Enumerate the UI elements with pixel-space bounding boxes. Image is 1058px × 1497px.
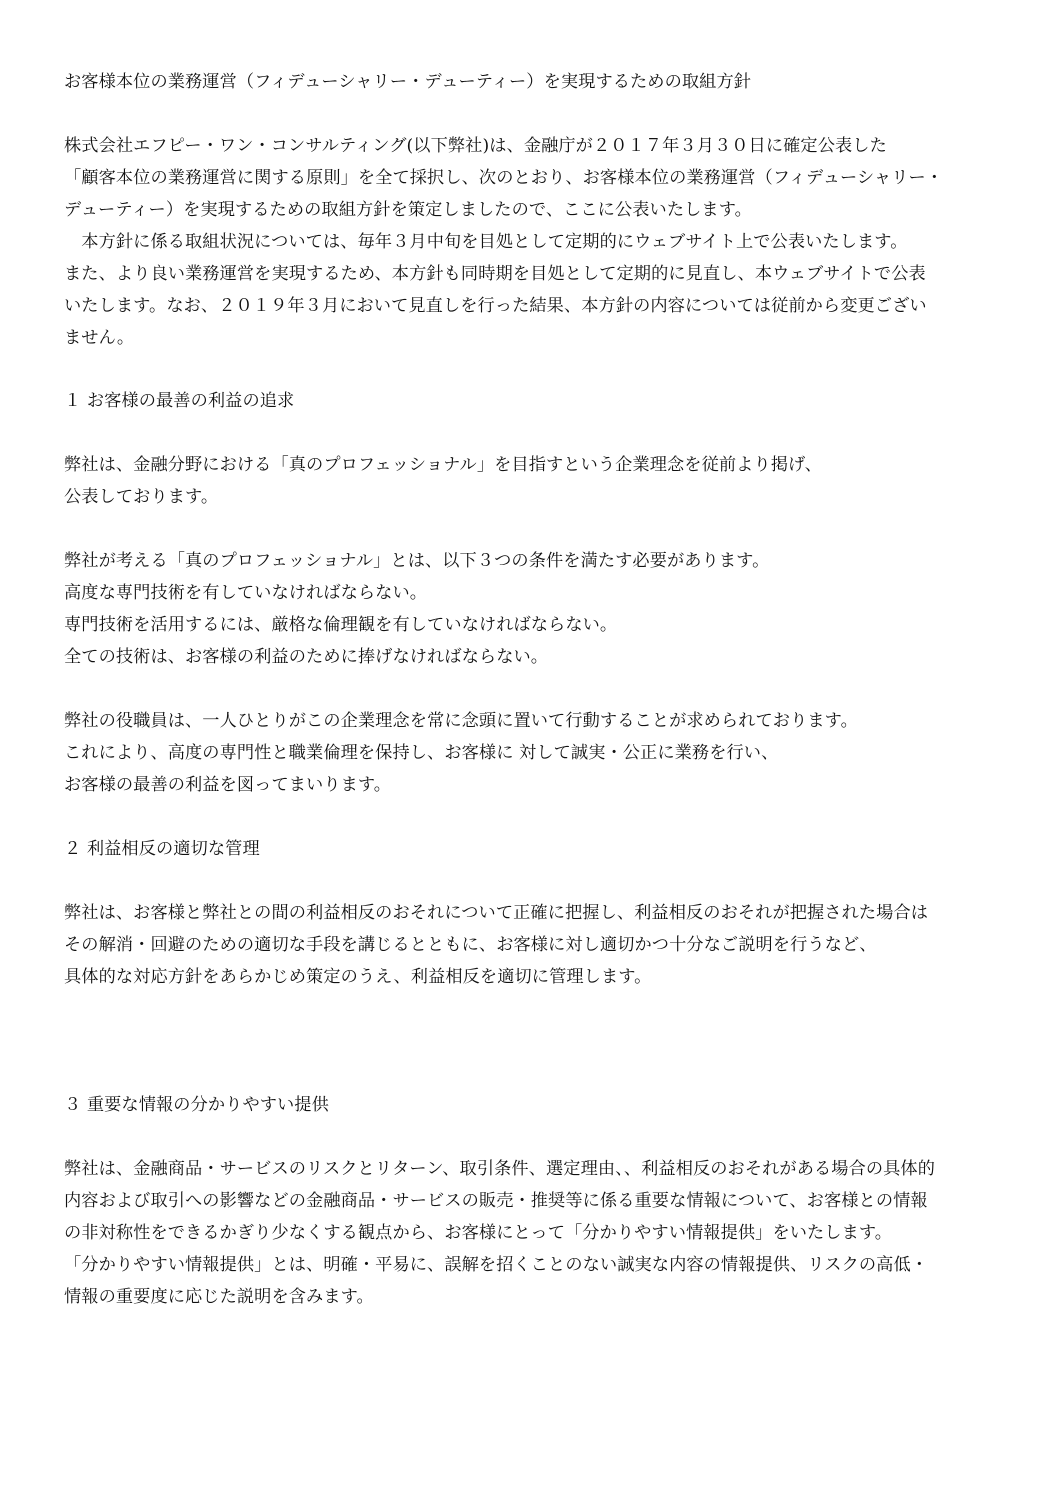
section-2-heading: ２ 利益相反の適切な管理 xyxy=(64,839,260,859)
section-1-text: これにより、高度の専門性と職業倫理を保持し、お客様に 対して誠実・公正に業務を行い、 xyxy=(64,743,779,763)
section-3-heading: ３ 重要な情報の分かりやすい提供 xyxy=(64,1095,329,1115)
section-1-text: 公表しております。 xyxy=(64,487,219,507)
document-title: お客様本位の業務運営（フィデューシャリー・デューティー）を実現するための取組方針 xyxy=(64,72,752,92)
section-1-text: 専門技術を活用するには、厳格な倫理観を有していなければならない。 xyxy=(64,615,618,635)
section-1-text: 弊社は、金融分野における「真のプロフェッショナル」を目指すという企業理念を従前より掲げ、 xyxy=(64,455,822,475)
section-3-text: 情報の重要度に応じた説明を含みます。 xyxy=(64,1287,374,1307)
section-1-text: お客様の最善の利益を図ってまいります。 xyxy=(64,775,392,795)
section-2-text: 弊社は、お客様と弊社との間の利益相反のおそれについて正確に把握し、利益相反のおそれが把握された場合は xyxy=(64,903,929,923)
section-3-text: 内容および取引への影響などの金融商品・サービスの販売・推奨等に係る重要な情報について、お客様との情報 xyxy=(64,1191,928,1211)
intro-line: ません。 xyxy=(64,328,135,348)
section-1-text: 弊社が考える「真のプロフェッショナル」とは、以下３つの条件を満たす必要があります。 xyxy=(64,551,770,571)
intro-line: デューティー）を実現するための取組方針を策定しましたので、ここに公表いたします。 xyxy=(64,200,752,220)
section-3-text: 「分かりやすい情報提供」とは、明確・平易に、誤解を招くことのない誠実な内容の情報提供、リスクの高低・ xyxy=(64,1255,929,1275)
section-2-text: 具体的な対応方針をあらかじめ策定のうえ、利益相反を適切に管理します。 xyxy=(64,967,652,987)
section-1-text: 高度な専門技術を有していなければならない。 xyxy=(64,583,428,603)
section-3-text: の非対称性をできるかぎり少なくする観点から、お客様にとって「分かりやすい情報提供」をいたします。 xyxy=(64,1223,893,1243)
intro-line: また、より良い業務運営を実現するため、本方針も同時期を目処として定期的に見直し、本ウェブサイトで公表 xyxy=(64,264,926,284)
intro-line: 「顧客本位の業務運営に関する原則」を全て採択し、次のとおり、お客様本位の業務運営（フィデューシャリー・ xyxy=(64,168,944,188)
section-1-text: 弊社の役職員は、一人ひとりがこの企業理念を常に念頭に置いて行動することが求められております。 xyxy=(64,711,858,731)
intro-line: 株式会社エフピー・ワン・コンサルティング(以下弊社)は、金融庁が２０１７年３月３０日に確定公表した xyxy=(64,136,887,156)
section-1-text: 全ての技術は、お客様の利益のために捧げなければならない。 xyxy=(64,647,549,667)
section-2-text: その解消・回避のための適切な手段を講じるとともに、お客様に対し適切かつ十分なご説明を行うなど、 xyxy=(64,935,877,955)
section-1-heading: １ お客様の最善の利益の追求 xyxy=(64,391,295,411)
section-3-text: 弊社は、金融商品・サービスのリスクとリターン、取引条件、選定理由、、利益相反のおそれがある場合の具体的 xyxy=(64,1159,936,1179)
intro-line: 本方針に係る取組状況については、毎年３月中旬を目処として定期的にウェブサイト上で公表いたします。 xyxy=(64,232,908,252)
intro-line: いたします。なお、２０１９年３月において見直しを行った結果、本方針の内容については従前から変更ござい xyxy=(64,296,927,316)
